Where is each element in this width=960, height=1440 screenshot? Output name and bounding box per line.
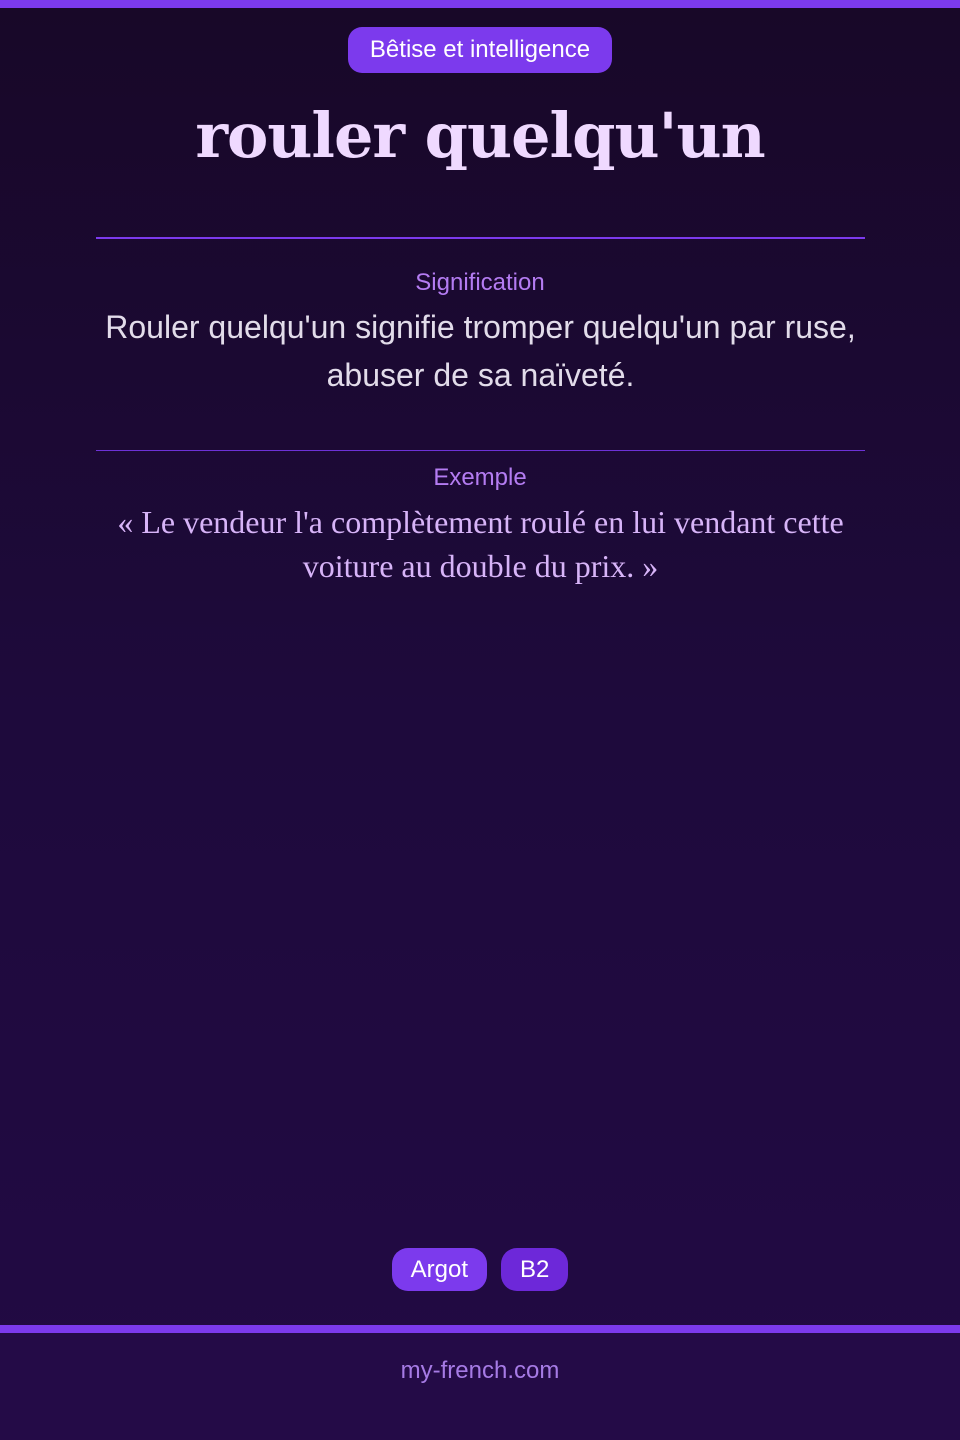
divider [96,237,865,239]
footer-site-link[interactable]: my-french.com [400,1357,560,1384]
category-badge: Bêtise et intelligence [348,27,612,73]
tag-list [0,1248,960,1291]
meaning-text: Rouler quelqu'un signifie tromper quelqu'un par ruse, abuser de sa naïveté. [105,309,856,393]
footer [0,1333,960,1440]
level-tag: B2 [501,1248,568,1291]
divider [96,450,865,451]
register-tag: Argot [392,1248,487,1291]
bottom-accent-bar [0,1325,960,1333]
expression-title: rouler quelqu'un [195,99,765,172]
top-accent-bar [0,0,960,8]
meaning-label: Signification [415,269,545,296]
example-label: Exemple [433,464,527,491]
example-text: « Le vendeur l'a complètement roulé en lui vendant cette voiture au double du prix. » [117,504,844,584]
